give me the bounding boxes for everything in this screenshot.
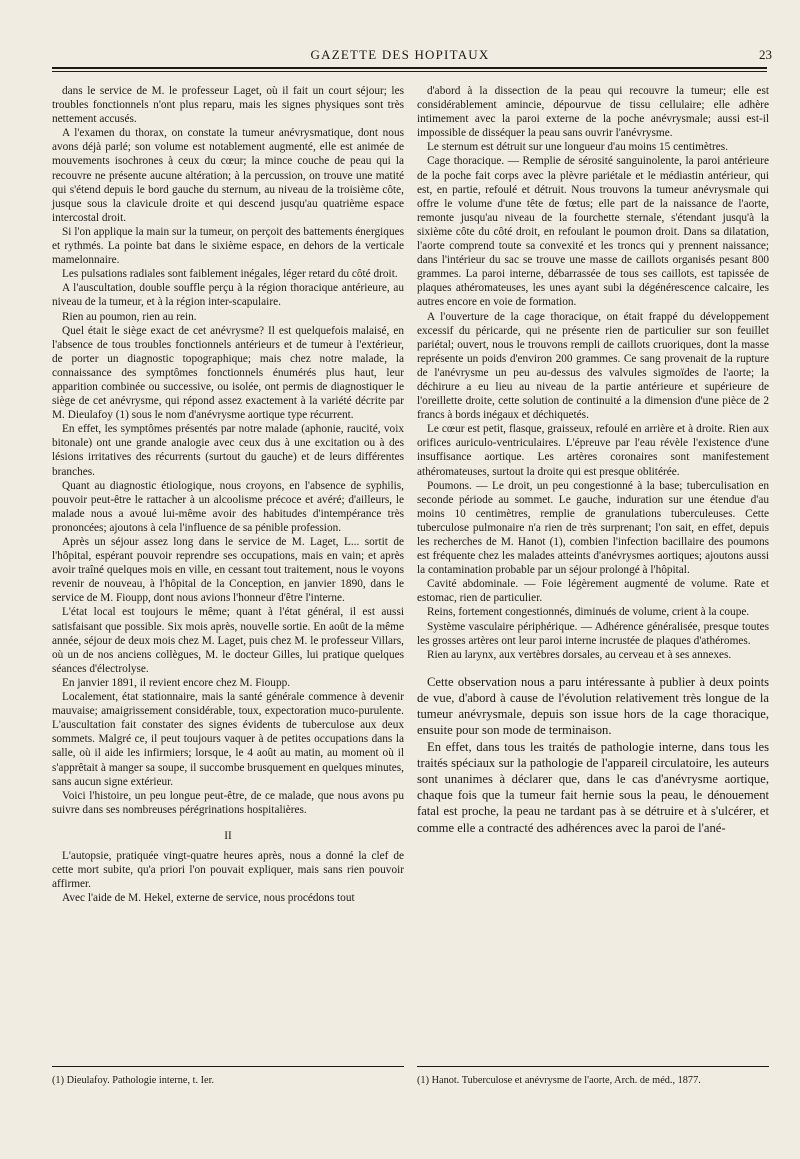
header-rule-thick bbox=[52, 67, 767, 69]
left-column bbox=[52, 84, 404, 905]
paragraph: d'abord à la dissection de la peau qui recouvre la tumeur; elle est considérablement amincie, dépourvue de tissu cellulaire; elle adhère intimement avec la paroi externe de la poche anévrysmale; aussi est-il impossible de disséquer la peau sans ouvrir l'anévrysme. bbox=[417, 85, 769, 140]
paragraph: Quant au diagnostic étiologique, nous croyons, en l'absence de syphilis, pouvoir peut-être le rattacher à un alcoolisme précoce et avéré; d'ailleurs, le malade nous a avoué lui-même avoir des habitudes d'intempérance très prononcées; ajoutons à cela l'influence de sa pénible profession. bbox=[52, 479, 404, 534]
paragraph: Rien au poumon, rien au rein. bbox=[62, 310, 197, 323]
paragraph: Cavité abdominale. — Foie légèrement augmenté de volume. Rate et estomac, rien de particulier. bbox=[417, 578, 769, 605]
right-column bbox=[417, 84, 769, 836]
paragraph: En janvier 1891, il revient encore chez M. Fioupp. bbox=[62, 676, 291, 689]
paragraph: Cage thoracique. — Remplie de sérosité sanguinolente, la paroi antérieure de la poche fait corps avec la plèvre pariétale et le médiastin antérieur, qui est, en partie, refoulé et détruit. Nous trouvons la tumeur anévrysmale qui offre le volume d'une tête de fœtus; elle part de la naissance de l'aorte, remonte jusqu'au niveau de la fourchette sternale, s'étendant jusqu'à la sixième côte du côté droit, en refoulant le poumon droit. Dans sa dilatation, l'aorte comprend toute sa convexité et les troncs qui y prennent naissance; dans l'intérieur du sac se trouve une masse de caillots organisés pesant 800 grammes. La paroi interne, débarrassée de tous ses caillots, est tapissée de plaques athéromateuses, les unes ayant subi la dégénérescence calcaire, les autres encore en voie de formation. bbox=[417, 155, 769, 309]
paragraph: Si l'on applique la main sur la tumeur, on perçoit des battements énergiques et rythmés. La pointe bat dans le sixième espace, en dehors de la verticale mamelonnaire. bbox=[52, 225, 404, 267]
paragraph: Le cœur est petit, flasque, graisseux, refoulé en arrière et à droite. Rien aux orifices auriculo-ventriculaires. L'épreuve par l'eau révèle l'existence d'une insuffisance aortique. Les artères coronaires sont manifestement athéromateuses, surtout la droite qui est presque oblitérée. bbox=[417, 423, 769, 478]
paragraph: Les pulsations radiales sont faiblement inégales, léger retard du côté droit. bbox=[62, 268, 398, 281]
footnote-rule bbox=[52, 1066, 404, 1067]
page-number: 23 bbox=[759, 47, 772, 62]
journal-title: GAZETTE DES HOPITAUX bbox=[310, 47, 490, 62]
paragraph: L'état local est toujours le même; quant à l'état général, il est aussi satisfaisant que possible. Six mois après, nouvelle sortie. En août de la même année, séjour de deux mois chez M. Laget, puis chez M. le professeur Villars, où un de nos anciens collègues, M. le docteur Gilles, lui pratique quelques séances d'électrolyse. bbox=[52, 606, 404, 675]
paragraph: Rien au larynx, aux vertèbres dorsales, au cerveau et à ses annexes. bbox=[427, 648, 732, 661]
paragraph: Reins, fortement congestionnés, diminués de volume, crient à la coupe. bbox=[427, 606, 750, 619]
paragraph: Après un séjour assez long dans le service de M. Laget, L... sortit de l'hôpital, espérant pouvoir reprendre ses occupations, mais en vain; et après avoir traîné quelques mois en ville, en cessant tout traitement, nous le voyons revenir de nouveau, à l'hôpital de la Conception, en janvier 1890, dans le service de M. Fioupp, dont nous avions l'honneur d'être l'interne. bbox=[52, 536, 404, 605]
conclusion-paragraph: Cette observation nous a paru intéressante à publier à deux points de vue, d'abord à cause de l'évolution relativement très longue de la tumeur anévrysmale, depuis son issue hors de la cage thoracique, ensuite pour son mode de terminaison. bbox=[417, 674, 769, 738]
running-head bbox=[0, 47, 800, 65]
paragraph: A l'ouverture de la cage thoracique, on était frappé du développement excessif du péricarde, qui ne présente rien de particulier sur son feuillet pariétal; ouvert, nous le trouvons rempli de caillots cruoriques, dont la masse représente un poids d'environ 200 grammes. Ce sang provenait de la rupture de l'anévrysme un peu au-dessus des valvules sigmoïdes de l'aorte; la déchirure a eu lieu au niveau de la partie antérieure et supérieure de l'oreillette droite, cette solution de continuité a la dimension d'une pièce de 2 francs à bords inégaux et déchiquetés. bbox=[417, 310, 769, 422]
paragraph: Avec l'aide de M. Hekel, externe de service, nous procédons tout bbox=[62, 892, 355, 905]
paragraph: A l'examen du thorax, on constate la tumeur anévrysmatique, dont nous avons déjà parlé; son volume est notablement augmenté, elle est animée de mouvements isochrones à ceux du cœur; la mince couche de peau qui la recouvre ne présente aucune altération; à la percussion, on trouve une matité qui s'étend depuis le bord gauche du sternum, au niveau de la troisième côte, jusque sous la clavicule droite et qui descend jusqu'au quatrième espace intercostal droit. bbox=[52, 127, 404, 224]
paragraph: L'autopsie, pratiquée vingt-quatre heures après, nous a donné la clef de cette mort subite, qu'a priori l'on pouvait expliquer, mais sans rien pouvoir affirmer. bbox=[52, 849, 404, 891]
footnote-right: (1) Hanot. Tuberculose et anévrysme de l'aorte, Arch. de méd., 1877. bbox=[417, 1075, 701, 1086]
paragraph: Voici l'histoire, un peu longue peut-être, de ce malade, que nous avons pu suivre dans ses nombreuses pérégrinations hospitalières. bbox=[52, 789, 404, 816]
paragraph: A l'auscultation, double souffle perçu à la région thoracique antérieure, au niveau de la tumeur, et à la région inter-scapulaire. bbox=[52, 282, 404, 309]
paragraph: Le sternum est détruit sur une longueur d'au moins 15 centimètres. bbox=[427, 141, 729, 154]
paragraph: En effet, les symptômes présentés par notre malade (aphonie, raucité, voix bitonale) ont une grande analogie avec ceux dus à une excitation ou à des lésions irritatives des récurrents (surtout du gauche) et de leurs différentes branches. bbox=[52, 423, 404, 478]
section-number: II bbox=[224, 829, 232, 842]
header-rule-thin bbox=[52, 71, 767, 72]
paragraph: Quel était le siège exact de cet anévrysme? Il est quelquefois malaisé, en l'absence de tous troubles fonctionnels antérieurs et de tumeur à l'extérieur, de porter un diagnostic topographique; mais chez notre malade, la connaissance des symptômes fonctionnels énumérés plus haut, leur apparition combinée ou successive, ou isolée, ont permis de diagnostiquer le siège de cet anévrysme, qui répond assez exactement à la variété décrite par M. Dieulafoy (1) sous le nom d'anévrysme aortique type récurrent. bbox=[52, 324, 404, 422]
paragraph: Poumons. — Le droit, un peu congestionné à la base; tuberculisation en seconde période au sommet. Le gauche, induration sur une étendue d'au moins 10 centimètres, remplie de granulations tuberculeuses. Cette tuberculose pulmonaire n'a rien de très surprenant; l'on sait, en effet, depuis les recherches de M. Hanot (1), combien l'infection bacillaire des poumons est fréquente chez les malades atteints d'anévrysmes aortiques; ajoutons aussi la contamination probable par un séjour prolongé à l'hôpital. bbox=[417, 479, 769, 577]
paragraph: Système vasculaire périphérique. — Adhérence généralisée, presque toutes les grosses artères ont leur paroi interne incrustée de plaques d'athéromes. bbox=[417, 620, 769, 647]
paragraph: dans le service de M. le professeur Laget, où il fait un court séjour; les troubles fonctionnels n'ont plus reparu, mais les signes physiques sont très nettement accusés. bbox=[52, 85, 404, 126]
paragraph: Localement, état stationnaire, mais la santé générale commence à devenir mauvaise; amaigrissement considérable, toux, expectoration muco-purulente. L'auscultation fait constater des signes évidents de tuberculose aux deux sommets. Malgré ce, il peut toujours vaquer à de petites occupations dans la salle, où il aide les infirmiers; lorsque, le 4 août au matin, au moment où il s'apprêtait à manger sa soupe, il succombe brusquement en quelques minutes, sans aucun signe extérieur. bbox=[52, 691, 404, 788]
footnote-left: (1) Dieulafoy. Pathologie interne, t. Ier. bbox=[52, 1075, 215, 1086]
footnote-rule bbox=[417, 1066, 769, 1067]
conclusion-paragraph: En effet, dans tous les traités de pathologie interne, dans tous les traités spéciaux sur la pathologie de l'appareil circulatoire, les auteurs sont unanimes à déclarer que, dans le cas d'anévrysme aortique, chaque fois que la tumeur fait hernie sous la peau, le dénouement fatal est proche, la peau ne tardant pas à se détruire et à s'ulcérer, et comme elle a contracté des adhérences avec la paroi de l'ané- bbox=[417, 739, 769, 835]
